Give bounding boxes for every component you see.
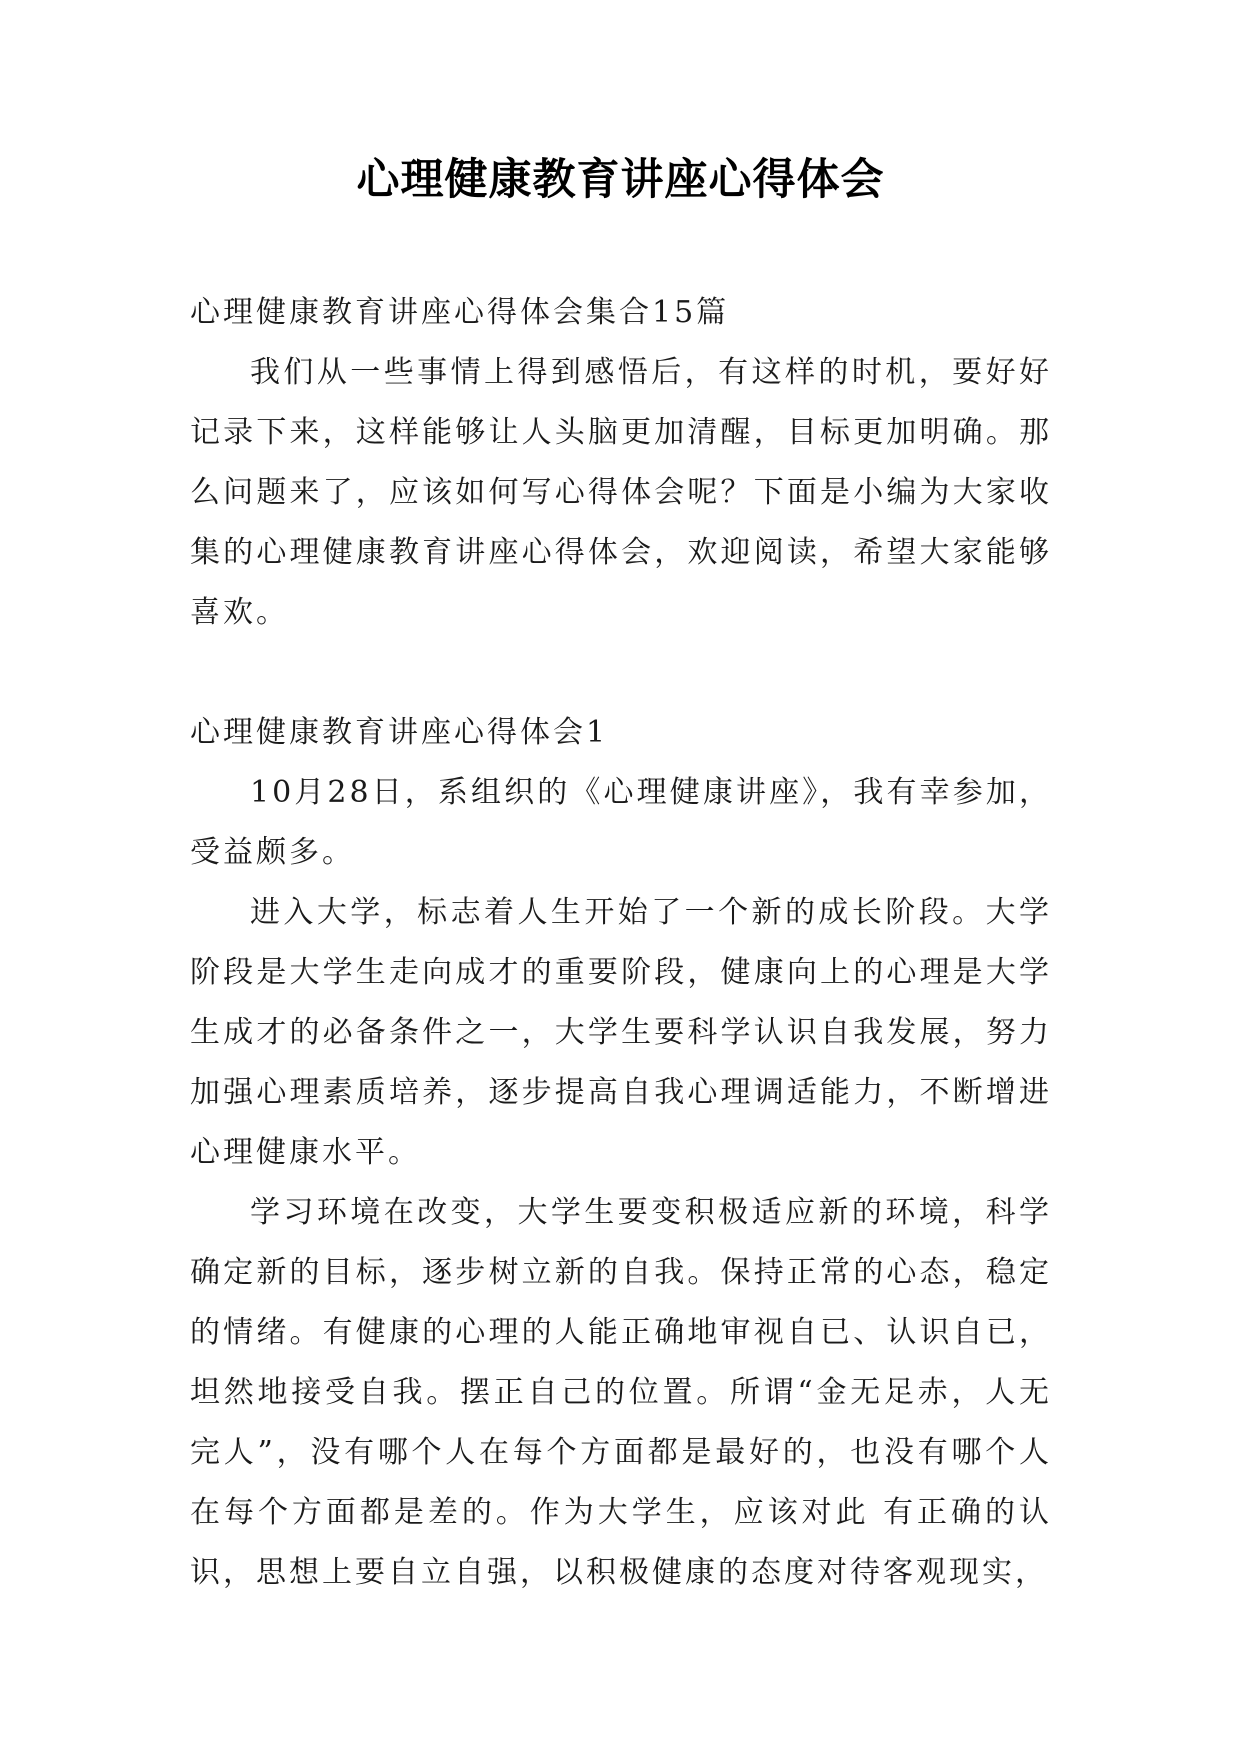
collection-heading: 心理健康教育讲座心得体会集合15篇 bbox=[190, 295, 730, 330]
body-paragraph: 学习环境在改变，大学生要变积极适应新的环境，科学确定新的目标，逐步树立新的自我。保持正常的心态，稳定的情绪。有健康的心理的人能正确地审视自已、认识自已，坦然地接受自我。摆正自己的位置。所谓“金无足赤，人无完人”，没有哪个人在每个方面都是最好的，也没有哪个人在每个方面都是差的。作为大学生，应该对此 有正确的认识，思想上要自立自强，以积极健康的态度对待客观现实， bbox=[190, 1195, 1052, 1590]
document-title: 心理健康教育讲座心得体会 bbox=[356, 155, 885, 205]
body-paragraph: 进入大学，标志着人生开始了一个新的成长阶段。大学阶段是大学生走向成才的重要阶段，健康向上的心理是大学生成才的必备条件之一，大学生要科学认识自我发展，努力加强心理素质培养，逐步提高自我心理调适能力，不断增进心理健康水平。 bbox=[190, 895, 1052, 1170]
body-paragraph: 10月28日，系组织的《心理健康讲座》，我有幸参加，受益颇多。 bbox=[190, 775, 1052, 870]
intro-paragraph: 我们从一些事情上得到感悟后，有这样的时机，要好好记录下来，这样能够让人头脑更加清醒，目标更加明确。那么问题来了，应该如何写心得体会呢？下面是小编为大家收集的心理健康教育讲座心得体会，欢迎阅读，希望大家能够喜欢。 bbox=[190, 355, 1052, 630]
section-spacer bbox=[190, 643, 1052, 703]
section-heading: 心理健康教育讲座心得体会1 bbox=[190, 715, 609, 750]
document-body bbox=[190, 283, 1052, 1603]
